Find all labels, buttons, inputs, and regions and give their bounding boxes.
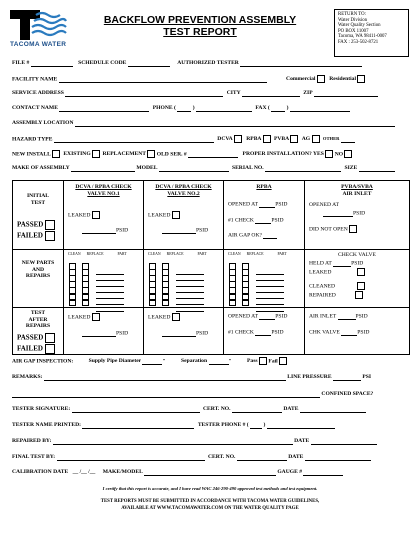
- logo-text: TACOMA WATER: [10, 41, 67, 48]
- leaked-label: LEAKED: [148, 314, 171, 321]
- proper-install-no-label: NO: [334, 151, 344, 158]
- supply-pipe-label: Supply Pipe Diameter: [88, 358, 142, 365]
- cleaned-checkbox[interactable]: [357, 282, 365, 290]
- part-header: PART: [277, 252, 287, 256]
- cv1-parts-cell: [64, 250, 144, 308]
- part-field[interactable]: [176, 300, 204, 305]
- air-inlet-field[interactable]: [338, 313, 356, 320]
- psid-label: PSID: [275, 201, 288, 207]
- inch-mark: ": [228, 358, 232, 365]
- date-field[interactable]: [300, 406, 366, 413]
- chk-valve-field[interactable]: [341, 329, 357, 336]
- check-valve-2-cell: [144, 181, 224, 250]
- schedule-label: SCHEDULE CODE: [78, 60, 127, 66]
- tacoma-water-logo: [10, 10, 68, 50]
- proper-install-yes-checkbox[interactable]: [325, 150, 333, 158]
- leaked-label: LEAKED: [68, 314, 91, 321]
- failed-label: FAILED: [17, 231, 43, 240]
- opened-at-label: OPENED AT: [228, 313, 258, 320]
- psid-label: PSID: [355, 313, 368, 320]
- return-to-line: PO BOX 11007: [338, 28, 369, 34]
- old-ser-field[interactable]: [188, 151, 238, 158]
- new-parts-cell: [13, 250, 64, 308]
- air-gap-ok-field[interactable]: [263, 232, 277, 239]
- certify-statement: I certify that this report is accurate, and I have read WAC 246-290-490 approved test methods and test equipment.: [102, 486, 318, 491]
- cv2-parts-cell: [144, 250, 224, 308]
- zip-label: ZIP: [303, 90, 313, 96]
- existing-checkbox[interactable]: [92, 150, 100, 158]
- pvba-cell: [305, 181, 410, 250]
- row-final-test: [12, 454, 371, 461]
- line-pressure-label: LINE PRESSURE: [287, 374, 332, 380]
- row-facility: [12, 75, 365, 83]
- make-model-label: MAKE/MODEL: [102, 469, 143, 475]
- tester-phone-field[interactable]: [267, 422, 335, 429]
- replace-check[interactable]: [82, 300, 89, 307]
- dcva-checkbox[interactable]: [234, 135, 242, 143]
- phone-label: PHONE (: [152, 105, 176, 111]
- leaked-label: LEAKED: [309, 268, 332, 275]
- tester-sig-field[interactable]: [72, 406, 200, 413]
- psid-label: PSID: [116, 227, 129, 234]
- separation-field[interactable]: [209, 358, 229, 365]
- row-file: [12, 60, 362, 67]
- service-address-label: SERVICE ADDRESS: [12, 90, 64, 96]
- part-header: PART: [117, 252, 127, 256]
- file-label: FILE #: [12, 60, 30, 66]
- return-to-box: [334, 9, 409, 57]
- replacement-checkbox[interactable]: [147, 150, 155, 158]
- row-location: [12, 120, 395, 127]
- zip-field[interactable]: [314, 90, 378, 97]
- gauge-label: GAUGE #: [277, 469, 303, 475]
- return-to-line: FAX : 253-502-8721: [338, 39, 379, 45]
- model-field[interactable]: [159, 165, 229, 172]
- city-field[interactable]: [242, 90, 300, 97]
- ag-checkbox[interactable]: [312, 135, 320, 143]
- psid-label: PSID: [116, 330, 129, 337]
- other-label: OTHER: [322, 136, 340, 142]
- row-hazard: [12, 135, 355, 143]
- final-date-field[interactable]: [305, 454, 371, 461]
- passed-row: [17, 220, 63, 230]
- serial-label: SERIAL NO.: [231, 165, 264, 171]
- row-remarks: [12, 374, 371, 381]
- air-inlet-header: AIR INLET: [342, 190, 372, 197]
- rpba-after-opened-field[interactable]: [259, 313, 275, 320]
- separation-label: Separation: [180, 358, 208, 365]
- leaked-label: LEAKED: [68, 212, 91, 219]
- clean-header: CLEAN: [68, 252, 81, 256]
- after-passed-checkbox[interactable]: [45, 333, 55, 343]
- did-not-open-checkbox[interactable]: [349, 225, 357, 233]
- held-at-field[interactable]: [333, 260, 351, 267]
- check-valve-1-header: DCVA / RPBA CHECK VALVE NO.1: [75, 184, 132, 197]
- initial-test-cell: [13, 181, 64, 250]
- test-after-label: TEST AFTER REPAIRS: [25, 310, 51, 329]
- pvba-leaked-checkbox[interactable]: [357, 268, 365, 276]
- row-confined: [12, 391, 373, 398]
- dcva-label: DCVA: [217, 136, 233, 143]
- psid-label: PSID: [353, 210, 366, 216]
- rpba-cell: [224, 181, 305, 250]
- size-label: SIZE: [344, 165, 358, 171]
- commercial-checkbox[interactable]: [317, 75, 325, 83]
- page-subtitle: TEST REPORT: [163, 26, 237, 38]
- psid-label: PSID: [271, 329, 284, 336]
- return-to-line: Tacoma, WA 98411-0007: [338, 34, 387, 40]
- cv2-after-cell: [144, 308, 224, 355]
- cleaned-label: CLEANED: [309, 282, 336, 289]
- assembly-location-field[interactable]: [75, 120, 395, 127]
- row-repaired-by: [12, 438, 377, 445]
- phone-field[interactable]: [196, 105, 252, 112]
- tester-phone-close: ): [263, 422, 266, 428]
- remarks-label: REMARKS:: [12, 374, 43, 380]
- repaired-label: REPAIRED: [309, 291, 336, 298]
- residential-checkbox[interactable]: [357, 75, 365, 83]
- rpba-check1-field[interactable]: [255, 217, 271, 224]
- psi-label: PSI: [362, 374, 372, 380]
- new-install-checkbox[interactable]: [52, 150, 60, 158]
- hazard-field[interactable]: [54, 136, 214, 143]
- replacement-label: REPLACEMENT: [102, 151, 146, 158]
- authorized-field[interactable]: [240, 60, 362, 67]
- tester-sig-label: TESTER SIGNATURE:: [12, 406, 71, 412]
- calibration-date-field[interactable]: __ /__ /__: [72, 469, 96, 475]
- pvba-header: PVBA/SVBA: [341, 184, 373, 190]
- return-to-line: RETURN TO:: [338, 12, 366, 17]
- opened-at-label: OPENED AT: [309, 202, 339, 208]
- cv2-leaked-checkbox[interactable]: [172, 211, 180, 219]
- footer-line-2: AVAILABLE AT WWW.TACOMAWATER.COM ON THE WATER QUALITY PAGE: [121, 506, 299, 511]
- calibration-label: CALIBRATION DATE: [12, 469, 69, 475]
- psid-label: PSID: [275, 313, 288, 320]
- leaked-label: LEAKED: [148, 212, 171, 219]
- return-to-line: Water Division: [338, 17, 368, 23]
- chk-valve-label: CHK VALVE: [309, 329, 340, 336]
- cv1-leaked-checkbox[interactable]: [92, 211, 100, 219]
- row-service: [12, 90, 378, 97]
- row-air-gap: [12, 357, 287, 365]
- schedule-field[interactable]: [128, 60, 170, 67]
- gauge-field[interactable]: [303, 469, 343, 476]
- footer-line-1: TEST REPORTS MUST BE SUBMITTED IN ACCORDANCE WITH TACOMA WATER GUIDELINES,: [100, 499, 320, 504]
- cert-no-field[interactable]: [232, 406, 282, 413]
- fax-close: ): [286, 105, 289, 111]
- air-gap-ok-label: AIR GAP OK?: [228, 232, 262, 238]
- supply-pipe-field[interactable]: [142, 358, 162, 365]
- passed-row: [17, 333, 63, 343]
- part-field[interactable]: [256, 300, 284, 305]
- clean-check[interactable]: [69, 300, 76, 307]
- tester-name-field[interactable]: [82, 422, 194, 429]
- opened-at-label: OPENED AT: [228, 201, 258, 207]
- tester-phone-area-field[interactable]: [250, 422, 262, 429]
- cv1-after-leaked-checkbox[interactable]: [92, 313, 100, 321]
- rpba-checkbox[interactable]: [263, 135, 271, 143]
- row-contact: [12, 105, 350, 112]
- fax-label: FAX (: [255, 105, 270, 111]
- date-label: DATE: [288, 454, 304, 460]
- part-field[interactable]: [96, 300, 124, 305]
- psid-label: PSID: [196, 227, 209, 234]
- part-field[interactable]: [176, 307, 204, 312]
- tester-phone-label: TESTER PHONE # (: [197, 422, 249, 428]
- repaired-checkbox[interactable]: [355, 291, 363, 299]
- pass-checkbox[interactable]: [259, 357, 267, 365]
- date-label: DATE: [283, 406, 299, 412]
- confined-label: CONFINED SPACE?: [321, 391, 374, 397]
- contact-label: CONTACT NAME: [12, 105, 58, 111]
- passed-label: PASSED: [17, 220, 44, 229]
- hazard-label: HAZARD TYPE: [12, 136, 53, 143]
- pvba-opened-field[interactable]: [323, 210, 353, 217]
- cv1-psid-field[interactable]: [82, 227, 116, 234]
- phone-area-field[interactable]: [177, 105, 191, 112]
- replace-header: REPLACE: [166, 252, 184, 256]
- held-at-label: HELD AT: [309, 260, 332, 266]
- contact-field[interactable]: [59, 105, 149, 112]
- replace-header: REPLACE: [246, 252, 264, 256]
- initial-failed-checkbox[interactable]: [45, 231, 55, 241]
- proper-install-label: PROPER INSTALLATION? YES: [242, 151, 324, 158]
- repaired-by-field[interactable]: [53, 438, 293, 445]
- check1-label: #1 CHECK: [228, 329, 254, 336]
- facility-field[interactable]: [59, 76, 267, 83]
- after-failed-checkbox[interactable]: [45, 344, 55, 354]
- return-to-line: Water Quality Section: [338, 23, 381, 29]
- make-model-field[interactable]: [144, 469, 276, 476]
- rpba-header: RPBA: [256, 184, 272, 190]
- repaired-date-field[interactable]: [311, 438, 377, 445]
- pvba-checkbox[interactable]: [290, 135, 298, 143]
- initial-passed-checkbox[interactable]: [45, 220, 55, 230]
- clean-header: CLEAN: [228, 252, 241, 256]
- new-parts-label: NEW PARTS AND REPAIRS: [21, 260, 55, 279]
- test-after-cell: [13, 308, 64, 355]
- page-title: BACKFLOW PREVENTION ASSEMBLY: [103, 14, 297, 26]
- psid-label: PSID: [196, 330, 209, 337]
- cv2-psid-field[interactable]: [162, 227, 196, 234]
- rpba-parts-cell: [224, 250, 305, 308]
- fax-field[interactable]: [290, 105, 350, 112]
- final-test-label: FINAL TEST BY:: [12, 454, 56, 460]
- other-field[interactable]: [341, 136, 355, 143]
- existing-label: EXISTING: [63, 151, 91, 158]
- did-not-open-label: DID NOT OPEN: [309, 225, 348, 232]
- line-pressure-field[interactable]: [333, 374, 361, 381]
- pvba-parts-cell: [305, 250, 410, 308]
- rpba-after-cell: [224, 308, 305, 355]
- commercial-label: Commercial: [286, 76, 316, 83]
- check-valve-2-header: DCVA / RPBA CHECK VALVE NO.2: [155, 184, 212, 197]
- tester-name-label: TESTER NAME PRINTED:: [12, 422, 81, 428]
- check-valve-1-cell: [64, 181, 144, 250]
- city-label: CITY: [226, 90, 241, 96]
- old-ser-label: OLD SER. #: [156, 151, 187, 158]
- clean-check[interactable]: [149, 300, 156, 307]
- ag-label: AG: [301, 136, 311, 143]
- failed-label: FAILED: [17, 344, 43, 353]
- assembly-location-label: ASSEMBLY LOCATION: [12, 120, 74, 126]
- file-field[interactable]: [31, 60, 73, 67]
- check1-label: #1 CHECK: [228, 217, 254, 223]
- part-field[interactable]: [256, 307, 284, 312]
- passed-label: PASSED: [17, 333, 44, 342]
- rpba-label: RPBA: [246, 136, 262, 143]
- facility-label: FACILITY NAME: [12, 76, 58, 83]
- failed-row: [17, 231, 63, 241]
- cv1-after-psid-field[interactable]: [82, 330, 116, 337]
- replace-check[interactable]: [162, 300, 169, 307]
- clean-header: CLEAN: [148, 252, 161, 256]
- psid-label: PSID: [351, 260, 364, 266]
- fax-area-field[interactable]: [271, 105, 285, 112]
- cv1-after-cell: [64, 308, 144, 355]
- cv2-after-leaked-checkbox[interactable]: [172, 313, 180, 321]
- part-header: PART: [197, 252, 207, 256]
- initial-test-label: INITIAL TEST: [26, 193, 50, 206]
- fail-label: Fail: [268, 358, 278, 365]
- model-label: MODEL: [136, 165, 158, 171]
- proper-install-no-checkbox[interactable]: [344, 150, 352, 158]
- rpba-opened-field[interactable]: [259, 201, 275, 208]
- service-address-field[interactable]: [65, 90, 223, 97]
- remarks-line-2[interactable]: [12, 391, 320, 398]
- repaired-by-label: REPAIRED BY:: [12, 438, 52, 444]
- new-install-label: NEW INSTALL: [12, 151, 51, 158]
- pvba-after-cell: [305, 308, 410, 355]
- residential-label: Residential: [329, 76, 356, 83]
- psid-label: PSID: [357, 329, 370, 336]
- test-grid: [12, 180, 410, 355]
- date-label: DATE: [294, 438, 310, 444]
- row-install: [12, 150, 352, 158]
- row-tester-sig: [12, 406, 366, 413]
- check-valve-label: CHECK VALVE: [338, 252, 376, 258]
- pvba-label: PVBA: [273, 136, 289, 143]
- make-label: MAKE OF ASSEMBLY: [12, 165, 70, 171]
- air-gap-label: AIR GAP INSPECTION:: [12, 358, 74, 365]
- final-test-field[interactable]: [57, 454, 205, 461]
- row-tester-name: [12, 422, 335, 429]
- rpba-after-check1-field[interactable]: [255, 329, 271, 336]
- fail-checkbox[interactable]: [279, 357, 287, 365]
- final-cert-field[interactable]: [237, 454, 287, 461]
- remarks-field[interactable]: [44, 374, 286, 381]
- inch-mark: ": [162, 358, 166, 365]
- clean-check[interactable]: [229, 300, 236, 307]
- pass-label: Pass: [247, 358, 258, 365]
- row-calibration: [12, 469, 343, 476]
- air-inlet-label: AIR INLET: [309, 313, 337, 320]
- cert-no-label: CERT. NO.: [203, 406, 231, 412]
- replace-header: REPLACE: [86, 252, 104, 256]
- cert-no-label: CERT. NO.: [207, 454, 236, 460]
- size-field[interactable]: [359, 165, 395, 172]
- part-field[interactable]: [96, 307, 124, 312]
- row-make: [12, 165, 395, 172]
- failed-row: [17, 344, 63, 354]
- phone-close: ): [192, 105, 195, 111]
- replace-check[interactable]: [242, 300, 249, 307]
- serial-field[interactable]: [265, 165, 341, 172]
- cv2-after-psid-field[interactable]: [162, 330, 196, 337]
- psid-label: PSID: [271, 217, 284, 223]
- authorized-label: AUTHORIZED TESTER: [177, 60, 239, 66]
- make-field[interactable]: [71, 165, 135, 172]
